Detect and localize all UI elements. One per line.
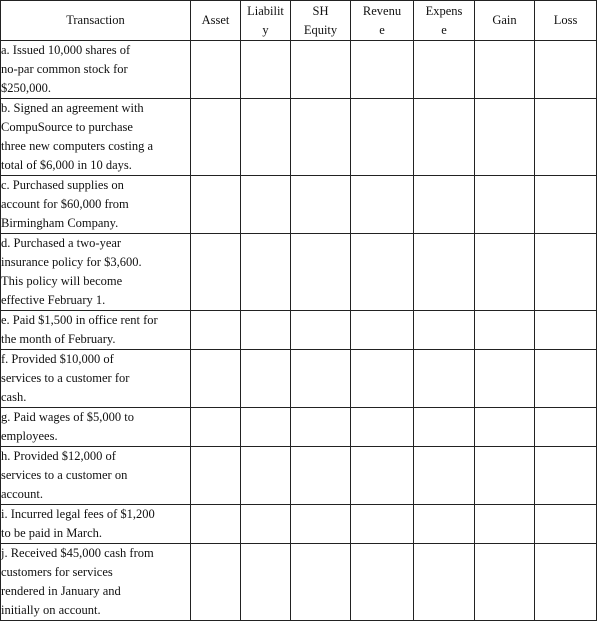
expense-cell[interactable] — [414, 408, 475, 447]
liability-cell[interactable] — [241, 176, 291, 234]
loss-cell[interactable] — [535, 176, 597, 234]
loss-cell[interactable] — [535, 505, 597, 544]
asset-cell[interactable] — [191, 544, 241, 621]
transaction-description: e. Paid $1,500 in office rent for the month of February. — [1, 311, 191, 350]
revenue-cell[interactable] — [351, 234, 414, 311]
transaction-description: b. Signed an agreement with CompuSource to purchase three new computers costing a total of $6,000 in 10 days. — [1, 99, 191, 176]
table-row — [1, 505, 597, 544]
loss-cell[interactable] — [535, 234, 597, 311]
sh-equity-cell[interactable] — [291, 447, 351, 505]
expense-cell[interactable] — [414, 311, 475, 350]
table-row — [1, 544, 597, 621]
transaction-description: j. Received $45,000 cash from customers for services rendered in January and initially on account. — [1, 544, 191, 621]
expense-cell[interactable] — [414, 350, 475, 408]
table-row — [1, 408, 597, 447]
header-gain: Gain — [475, 1, 535, 41]
gain-cell[interactable] — [475, 176, 535, 234]
liability-cell[interactable] — [241, 447, 291, 505]
header-loss: Loss — [535, 1, 597, 41]
header-expense: Expens e — [414, 1, 475, 41]
sh-equity-cell[interactable] — [291, 408, 351, 447]
revenue-cell[interactable] — [351, 99, 414, 176]
gain-cell[interactable] — [475, 99, 535, 176]
gain-cell[interactable] — [475, 41, 535, 99]
transaction-description: g. Paid wages of $5,000 to employees. — [1, 408, 191, 447]
asset-cell[interactable] — [191, 311, 241, 350]
sh-equity-cell[interactable] — [291, 176, 351, 234]
revenue-cell[interactable] — [351, 408, 414, 447]
liability-cell[interactable] — [241, 544, 291, 621]
transaction-description: i. Incurred legal fees of $1,200 to be paid in March. — [1, 505, 191, 544]
revenue-cell[interactable] — [351, 176, 414, 234]
asset-cell[interactable] — [191, 408, 241, 447]
loss-cell[interactable] — [535, 544, 597, 621]
sh-equity-cell[interactable] — [291, 505, 351, 544]
revenue-cell[interactable] — [351, 544, 414, 621]
loss-cell[interactable] — [535, 447, 597, 505]
gain-cell[interactable] — [475, 350, 535, 408]
sh-equity-cell[interactable] — [291, 234, 351, 311]
transaction-description: c. Purchased supplies on account for $60,000 from Birmingham Company. — [1, 176, 191, 234]
liability-cell[interactable] — [241, 41, 291, 99]
transaction-description: h. Provided $12,000 of services to a customer on account. — [1, 447, 191, 505]
expense-cell[interactable] — [414, 99, 475, 176]
header-transaction: Transaction — [1, 1, 191, 41]
sh-equity-cell[interactable] — [291, 544, 351, 621]
table-row — [1, 311, 597, 350]
loss-cell[interactable] — [535, 408, 597, 447]
header-row — [1, 1, 597, 41]
sh-equity-cell[interactable] — [291, 99, 351, 176]
header-asset: Asset — [191, 1, 241, 41]
table-row — [1, 350, 597, 408]
liability-cell[interactable] — [241, 408, 291, 447]
revenue-cell[interactable] — [351, 447, 414, 505]
asset-cell[interactable] — [191, 41, 241, 99]
expense-cell[interactable] — [414, 176, 475, 234]
liability-cell[interactable] — [241, 99, 291, 176]
expense-cell[interactable] — [414, 447, 475, 505]
asset-cell[interactable] — [191, 447, 241, 505]
asset-cell[interactable] — [191, 99, 241, 176]
loss-cell[interactable] — [535, 41, 597, 99]
table-row — [1, 41, 597, 99]
transaction-description: a. Issued 10,000 shares of no-par common stock for $250,000. — [1, 41, 191, 99]
header-sh-equity: SH Equity — [291, 1, 351, 41]
revenue-cell[interactable] — [351, 41, 414, 99]
table-row — [1, 99, 597, 176]
sh-equity-cell[interactable] — [291, 41, 351, 99]
table-row — [1, 447, 597, 505]
header-revenue: Revenu e — [351, 1, 414, 41]
transaction-description: d. Purchased a two-year insurance policy for $3,600. This policy will become effective February 1. — [1, 234, 191, 311]
header-liability: Liabilit y — [241, 1, 291, 41]
revenue-cell[interactable] — [351, 311, 414, 350]
gain-cell[interactable] — [475, 544, 535, 621]
loss-cell[interactable] — [535, 311, 597, 350]
liability-cell[interactable] — [241, 311, 291, 350]
gain-cell[interactable] — [475, 234, 535, 311]
transaction-description: f. Provided $10,000 of services to a customer for cash. — [1, 350, 191, 408]
loss-cell[interactable] — [535, 99, 597, 176]
gain-cell[interactable] — [475, 447, 535, 505]
expense-cell[interactable] — [414, 505, 475, 544]
liability-cell[interactable] — [241, 234, 291, 311]
loss-cell[interactable] — [535, 350, 597, 408]
asset-cell[interactable] — [191, 176, 241, 234]
expense-cell[interactable] — [414, 41, 475, 99]
revenue-cell[interactable] — [351, 505, 414, 544]
revenue-cell[interactable] — [351, 350, 414, 408]
table-row — [1, 176, 597, 234]
asset-cell[interactable] — [191, 234, 241, 311]
sh-equity-cell[interactable] — [291, 311, 351, 350]
liability-cell[interactable] — [241, 350, 291, 408]
liability-cell[interactable] — [241, 505, 291, 544]
gain-cell[interactable] — [475, 408, 535, 447]
gain-cell[interactable] — [475, 311, 535, 350]
asset-cell[interactable] — [191, 505, 241, 544]
gain-cell[interactable] — [475, 505, 535, 544]
expense-cell[interactable] — [414, 234, 475, 311]
table-body — [1, 41, 597, 621]
asset-cell[interactable] — [191, 350, 241, 408]
expense-cell[interactable] — [414, 544, 475, 621]
sh-equity-cell[interactable] — [291, 350, 351, 408]
table-row — [1, 234, 597, 311]
